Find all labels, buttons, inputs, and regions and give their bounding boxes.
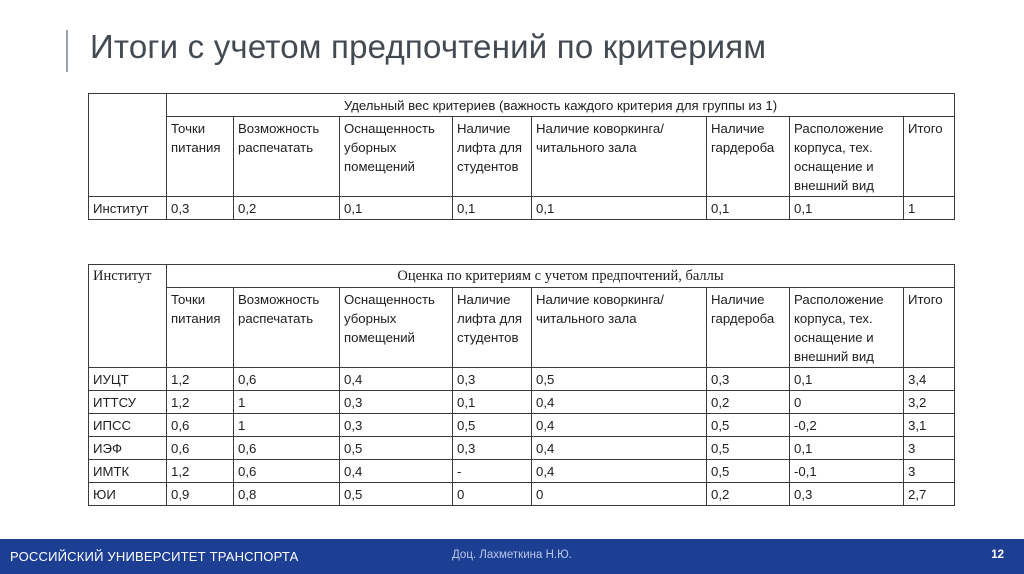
institute-name: ИПСС bbox=[89, 414, 167, 437]
score-cell: 0,5 bbox=[707, 437, 790, 460]
score-cell: 0,4 bbox=[532, 460, 707, 483]
score-cell: 0,3 bbox=[453, 368, 532, 391]
table-row bbox=[89, 460, 955, 483]
score-cell: 0,6 bbox=[234, 460, 340, 483]
table1-column-header: Возможность распечатать bbox=[234, 117, 340, 197]
score-cell: 0,4 bbox=[532, 414, 707, 437]
institute-name: ЮИ bbox=[89, 483, 167, 506]
score-cell: 0,6 bbox=[167, 414, 234, 437]
table1-cell: 0,1 bbox=[790, 197, 904, 220]
score-cell: 0,8 bbox=[234, 483, 340, 506]
footer-author: Доц. Лахметкина Н.Ю. bbox=[452, 549, 572, 561]
page-title: Итоги с учетом предпочтений по критериям bbox=[90, 28, 767, 65]
score-cell: 0 bbox=[532, 483, 707, 506]
score-cell: 1 bbox=[234, 391, 340, 414]
table2-group-header: Оценка по критериям с учетом предпочтений, баллы bbox=[167, 265, 955, 288]
table1-column-header: Наличие лифта для студентов bbox=[453, 117, 532, 197]
score-cell: 0,2 bbox=[707, 483, 790, 506]
score-cell: 1,2 bbox=[167, 391, 234, 414]
table2-column-header: Наличие гардероба bbox=[707, 288, 790, 368]
table1-column-header: Оснащенность уборных помещений bbox=[340, 117, 453, 197]
score-cell: 0,3 bbox=[707, 368, 790, 391]
score-cell: 0,3 bbox=[340, 414, 453, 437]
score-cell: 0,5 bbox=[340, 437, 453, 460]
table2-column-header: Точки питания bbox=[167, 288, 234, 368]
score-cell: 0,4 bbox=[532, 437, 707, 460]
table-row bbox=[89, 368, 955, 391]
table1-cell: 0,1 bbox=[340, 197, 453, 220]
score-cell: 0,4 bbox=[340, 368, 453, 391]
score-cell: 2,7 bbox=[904, 483, 955, 506]
criteria-weight-table bbox=[88, 93, 955, 220]
score-cell: 0,6 bbox=[234, 437, 340, 460]
footer-university: РОССИЙСКИЙ УНИВЕРСИТЕТ ТРАНСПОРТА bbox=[10, 549, 299, 564]
table1-column-header: Точки питания bbox=[167, 117, 234, 197]
institute-name: ИМТК bbox=[89, 460, 167, 483]
score-cell: 0,5 bbox=[707, 414, 790, 437]
score-cell: 0,5 bbox=[532, 368, 707, 391]
score-cell: 3,1 bbox=[904, 414, 955, 437]
score-cell: 0,1 bbox=[790, 368, 904, 391]
table1-column-header: Итого bbox=[904, 117, 955, 197]
table2-column-header: Оснащенность уборных помещений bbox=[340, 288, 453, 368]
score-cell: 0,2 bbox=[707, 391, 790, 414]
score-cell: 0,1 bbox=[453, 391, 532, 414]
score-cell: 1,2 bbox=[167, 368, 234, 391]
table1-cell: 0,1 bbox=[453, 197, 532, 220]
score-cell: 0,6 bbox=[167, 437, 234, 460]
score-cell: 0,1 bbox=[790, 437, 904, 460]
table1-cell: 0,3 bbox=[167, 197, 234, 220]
score-cell: 0,4 bbox=[340, 460, 453, 483]
footer-bar bbox=[0, 539, 1024, 574]
score-cell: -0,2 bbox=[790, 414, 904, 437]
table1-column-header: Расположение корпуса, тех. оснащение и внешний вид bbox=[790, 117, 904, 197]
table1-cell: 0,1 bbox=[532, 197, 707, 220]
score-cell: 0,9 bbox=[167, 483, 234, 506]
score-cell: 3 bbox=[904, 437, 955, 460]
table1-cell: 0,1 bbox=[707, 197, 790, 220]
institute-name: ИЭФ bbox=[89, 437, 167, 460]
score-cell: 3,4 bbox=[904, 368, 955, 391]
score-cell: 0 bbox=[453, 483, 532, 506]
table2-column-header: Наличие лифта для студентов bbox=[453, 288, 532, 368]
table-row bbox=[89, 391, 955, 414]
score-cell: - bbox=[453, 460, 532, 483]
score-cell: 3,2 bbox=[904, 391, 955, 414]
score-cell: 0,3 bbox=[453, 437, 532, 460]
table1-group-header: Удельный вес критериев (важность каждого критерия для группы из 1) bbox=[167, 94, 955, 117]
table1-corner-cell bbox=[89, 94, 167, 197]
scores-table bbox=[88, 264, 955, 506]
score-cell: 3 bbox=[904, 460, 955, 483]
score-cell: 0,5 bbox=[340, 483, 453, 506]
table2-column-header: Возможность распечатать bbox=[234, 288, 340, 368]
score-cell: 1,2 bbox=[167, 460, 234, 483]
table2-corner-label: Институт bbox=[89, 265, 167, 368]
score-cell: 1 bbox=[234, 414, 340, 437]
table-row bbox=[89, 414, 955, 437]
score-cell: 0,3 bbox=[790, 483, 904, 506]
score-cell: 0,5 bbox=[707, 460, 790, 483]
table1-row-label: Институт bbox=[89, 197, 167, 220]
score-cell: 0,4 bbox=[532, 391, 707, 414]
score-cell: 0 bbox=[790, 391, 904, 414]
table1-column-header: Наличие коворкинга/читального зала bbox=[532, 117, 707, 197]
institute-name: ИТТСУ bbox=[89, 391, 167, 414]
score-cell: 0,5 bbox=[453, 414, 532, 437]
table2-column-header: Итого bbox=[904, 288, 955, 368]
title-accent-bar bbox=[66, 30, 68, 72]
table1-cell: 1 bbox=[904, 197, 955, 220]
score-cell: -0,1 bbox=[790, 460, 904, 483]
score-cell: 0,3 bbox=[340, 391, 453, 414]
score-cell: 0,6 bbox=[234, 368, 340, 391]
table1-column-header: Наличие гардероба bbox=[707, 117, 790, 197]
table2-column-header: Расположение корпуса, тех. оснащение и внешний вид bbox=[790, 288, 904, 368]
page-number: 12 bbox=[991, 549, 1004, 561]
table2-column-header: Наличие коворкинга/читального зала bbox=[532, 288, 707, 368]
institute-name: ИУЦТ bbox=[89, 368, 167, 391]
table1-cell: 0,2 bbox=[234, 197, 340, 220]
table-row bbox=[89, 483, 955, 506]
table-row bbox=[89, 437, 955, 460]
